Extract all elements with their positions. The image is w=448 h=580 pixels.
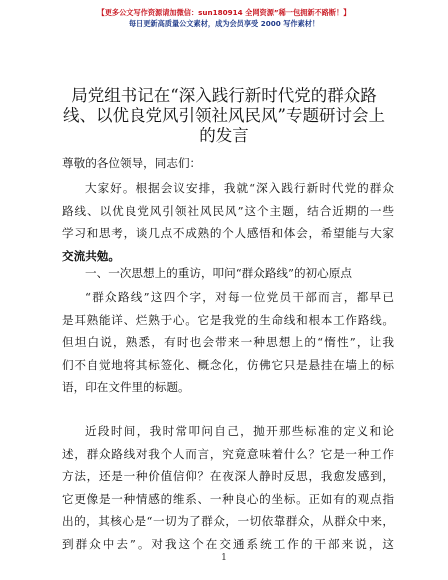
promo-banner-line-2: 每日更新高质量公文素材，成为会员享受 2000 写作素材！ (128, 19, 320, 28)
paragraph-line: 方法，还是一种价值信仰？在夜深人静时反思，我愈发感到， (62, 469, 394, 483)
paragraph-line: 到群众中去”。对我这个在交通系统工作的干部来说，这 (62, 536, 394, 551)
paragraph-line: 学习和思考，谈几点不成熟的个人感悟和体会，希望能与大家 (62, 226, 394, 240)
greeting-text: 尊敬的各位领导，同志们： (62, 156, 202, 170)
paragraph-line: 语，印在文件里的标题。 (62, 380, 190, 394)
paragraph-line: 大家好。根据会议安排，我就“深入践行新时代党的群众 (85, 181, 394, 195)
document-title (60, 86, 388, 146)
paragraph-reflection (62, 420, 394, 555)
paragraph-line: 是耳熟能详、烂熟于心。它是我党的生命线和根本工作路线。 (62, 312, 394, 327)
paragraph-mass-line (62, 286, 394, 399)
section-heading-1 (62, 262, 394, 285)
title-line: 局党组书记在“深入践行新时代党的群众路 (71, 86, 377, 105)
section-heading-text: 一、一次思想上的重访，叩问“群众路线”的初心原点 (85, 266, 352, 280)
promo-banner-line-1: 【更多公文写作资源请加微信：sun180914 全网资源”稀一包拥新不路断！】 (97, 8, 351, 17)
paragraph-line: 述，群众路线对我个人而言，究竟意味着什么？它是一种工作 (62, 446, 394, 461)
paragraph-line: 出的，其核心是“一切为了群众，一切依靠群众，从群众中来， (62, 514, 394, 528)
paragraph-line: 它更像是一种情感的维系、一种良心的坐标。正如有的观点指 (62, 491, 394, 506)
paragraph-line: 路线、以优良党风引领社风民风”这个主题，结合近期的一些 (62, 203, 394, 218)
title-line: 的发言 (199, 126, 249, 145)
paragraph-intro (62, 177, 394, 267)
paragraph-line: “群众路线”这四个字，对每一位党员干部而言，都早已 (85, 290, 394, 304)
greeting (62, 152, 394, 175)
paragraph-line-bold: 交流共勉。 (62, 248, 120, 263)
paragraph-line: 们不自觉地将其标签化、概念化，仿佛它只是悬挂在墙上的标 (62, 357, 394, 372)
page-number: 1 (221, 553, 227, 563)
paragraph-line: 但坦白说，熟悉，有时也会带来一种思想上的“惰性”，让我 (62, 335, 394, 349)
paragraph-line: 近段时间，我时常叩问自己，抛开那些标准的定义和论 (85, 424, 394, 438)
title-line: 线、以优良党风引领社风民风”专题研讨会上 (63, 106, 385, 125)
